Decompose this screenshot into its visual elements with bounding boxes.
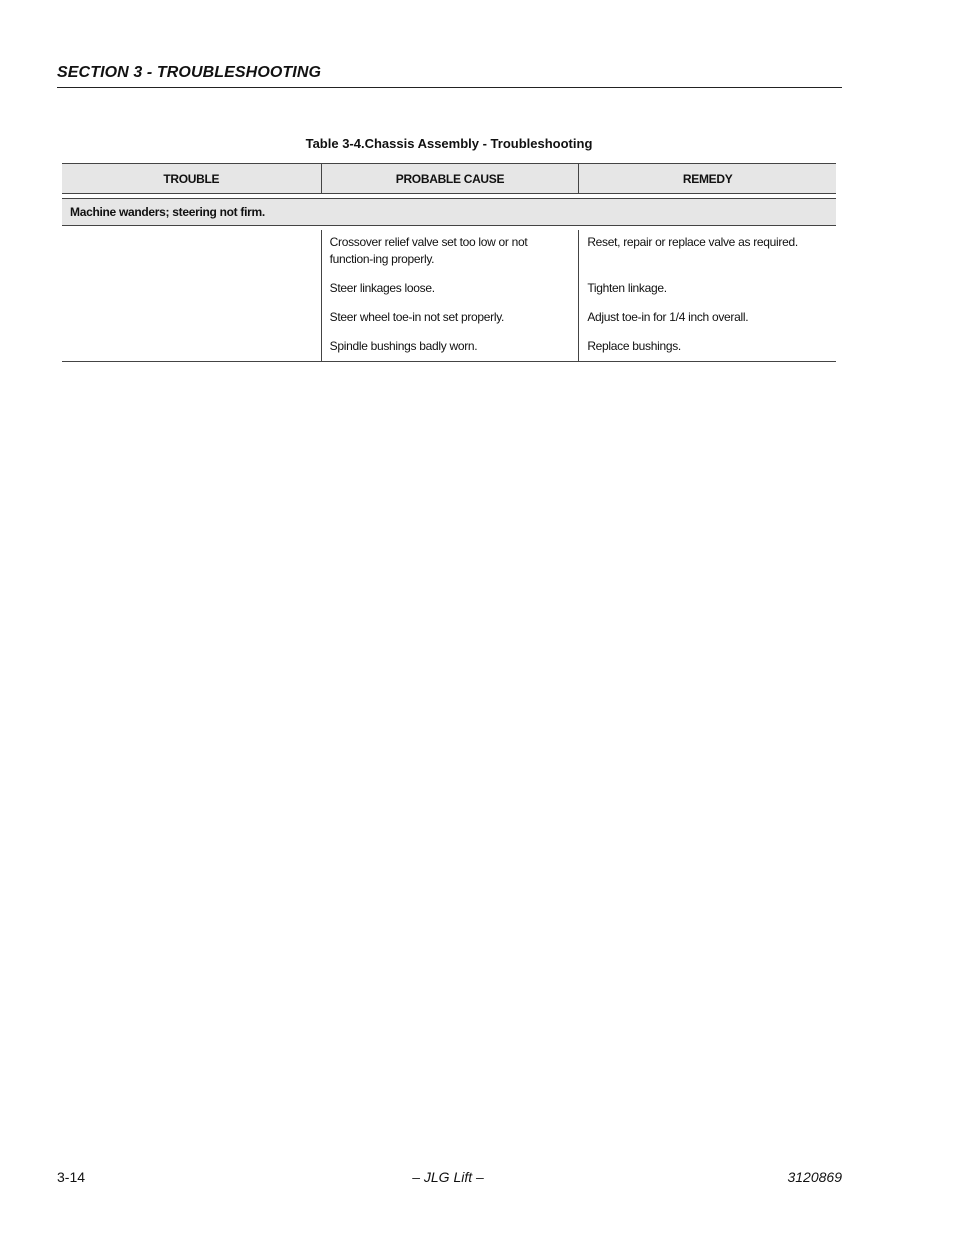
section-header	[57, 64, 842, 88]
remedy-entry: Replace bushings.	[587, 339, 681, 353]
table-header-row	[62, 164, 836, 194]
trouble-group-row	[62, 199, 836, 226]
cause-entry: Steer linkages loose.	[329, 281, 435, 295]
trouble-group-label: Machine wanders; steering not firm.	[62, 199, 836, 226]
cause-entry: Steer wheel toe-in not set properly.	[329, 310, 505, 324]
column-header-probable-cause: PROBABLE CAUSE	[321, 164, 579, 194]
column-header-remedy: REMEDY	[579, 164, 836, 194]
section-title: SECTION 3 - TROUBLESHOOTING	[57, 64, 322, 81]
table-row	[62, 230, 836, 362]
remedy-entry: Tighten linkage.	[587, 281, 667, 295]
table-caption: Table 3-4.Chassis Assembly - Troubleshooting	[305, 136, 593, 151]
remedy-entry: Reset, repair or replace valve as required.	[587, 235, 798, 249]
remedy-cell	[579, 230, 836, 362]
cause-entry: Spindle bushings badly worn.	[329, 339, 478, 353]
cause-entry: Crossover relief valve set too low or not function-ing properly.	[329, 235, 528, 266]
troubleshooting-table	[62, 163, 836, 362]
column-header-trouble: TROUBLE	[62, 164, 321, 194]
trouble-cell	[62, 230, 321, 362]
footer-brand: – JLG Lift –	[412, 1169, 484, 1185]
page-number: 3-14	[57, 1169, 86, 1185]
probable-cause-cell	[321, 230, 579, 362]
document-number: 3120869	[787, 1169, 842, 1185]
remedy-entry: Adjust toe-in for 1/4 inch overall.	[587, 310, 749, 324]
